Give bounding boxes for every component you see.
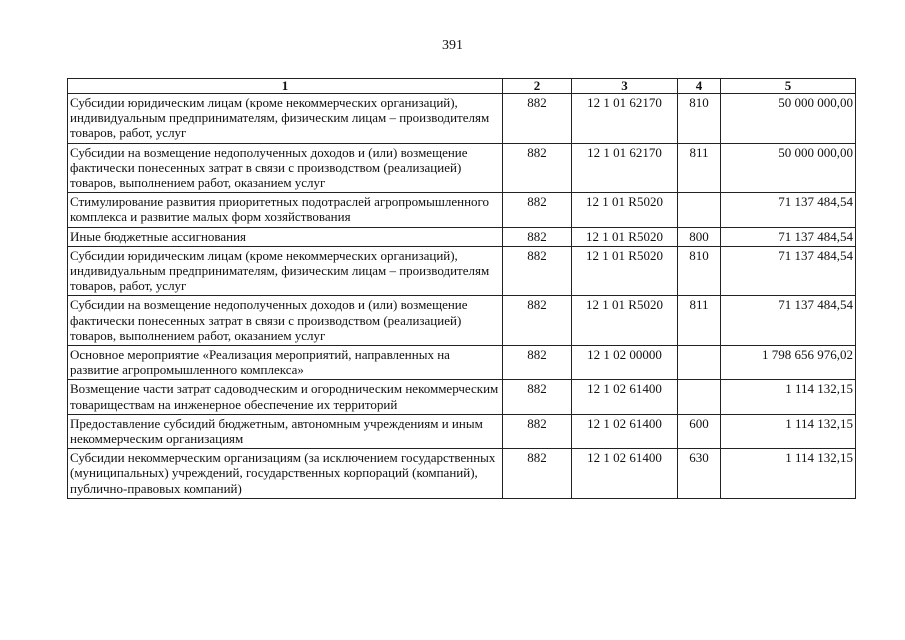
- table-row: [68, 94, 856, 144]
- row-expense-type: [678, 380, 721, 414]
- header-col-5: 5: [721, 79, 856, 94]
- table-row: [68, 227, 856, 246]
- row-code: 882: [503, 227, 572, 246]
- header-col-4: 4: [678, 79, 721, 94]
- page-number: 391: [442, 38, 463, 53]
- row-target-article: 12 1 02 00000: [572, 346, 678, 380]
- row-name: Стимулирование развития приоритетных подотраслей агропромышленного комплекса и развитие малых форм хозяйствования: [68, 193, 503, 227]
- row-name: Иные бюджетные ассигнования: [68, 227, 503, 246]
- row-code: 882: [503, 143, 572, 193]
- row-target-article: 12 1 01 R5020: [572, 193, 678, 227]
- row-name: Субсидии юридическим лицам (кроме некоммерческих организаций), индивидуальным предпринимателям, физическим лицам – производителям товаров, работ, услуг: [68, 246, 503, 296]
- row-expense-type: 630: [678, 449, 721, 499]
- row-code: 882: [503, 193, 572, 227]
- row-amount: 50 000 000,00: [721, 143, 856, 193]
- table-row: [68, 414, 856, 448]
- row-expense-type: 600: [678, 414, 721, 448]
- row-amount: 1 114 132,15: [721, 414, 856, 448]
- row-expense-type: 810: [678, 94, 721, 144]
- row-target-article: 12 1 01 R5020: [572, 296, 678, 346]
- row-amount: 71 137 484,54: [721, 296, 856, 346]
- row-amount: 1 114 132,15: [721, 449, 856, 499]
- row-code: 882: [503, 246, 572, 296]
- table-row: [68, 143, 856, 193]
- budget-table: [67, 78, 856, 499]
- table-row: [68, 193, 856, 227]
- row-target-article: 12 1 02 61400: [572, 449, 678, 499]
- row-amount: 1 798 656 976,02: [721, 346, 856, 380]
- table-row: [68, 296, 856, 346]
- row-target-article: 12 1 01 R5020: [572, 246, 678, 296]
- table-row: [68, 449, 856, 499]
- row-code: 882: [503, 449, 572, 499]
- row-code: 882: [503, 346, 572, 380]
- row-target-article: 12 1 01 R5020: [572, 227, 678, 246]
- row-code: 882: [503, 94, 572, 144]
- row-target-article: 12 1 01 62170: [572, 94, 678, 144]
- row-name: Возмещение части затрат садоводческим и огородническим некоммерческим товариществам на инженерное обеспечение их территорий: [68, 380, 503, 414]
- row-code: 882: [503, 296, 572, 346]
- row-expense-type: 800: [678, 227, 721, 246]
- row-expense-type: 810: [678, 246, 721, 296]
- table-row: [68, 380, 856, 414]
- row-code: 882: [503, 380, 572, 414]
- row-amount: 71 137 484,54: [721, 227, 856, 246]
- row-name: Субсидии на возмещение недополученных доходов и (или) возмещение фактически понесенных затрат в связи с производством (реализацией) товаров, выполнением работ, оказанием услуг: [68, 296, 503, 346]
- row-name: Основное мероприятие «Реализация мероприятий, направленных на развитие агропромышленного комплекса»: [68, 346, 503, 380]
- header-col-3: 3: [572, 79, 678, 94]
- row-expense-type: [678, 346, 721, 380]
- row-amount: 71 137 484,54: [721, 193, 856, 227]
- row-name: Предоставление субсидий бюджетным, автономным учреждениям и иным некоммерческим организациям: [68, 414, 503, 448]
- header-col-1: 1: [68, 79, 503, 94]
- header-col-2: 2: [503, 79, 572, 94]
- row-expense-type: [678, 193, 721, 227]
- row-name: Субсидии юридическим лицам (кроме некоммерческих организаций), индивидуальным предпринимателям, физическим лицам – производителям товаров, работ, услуг: [68, 94, 503, 144]
- row-code: 882: [503, 414, 572, 448]
- row-amount: 50 000 000,00: [721, 94, 856, 144]
- row-name: Субсидии некоммерческим организациям (за исключением государственных (муниципальных) учреждений, государственных корпораций (компаний), публично-правовых компаний): [68, 449, 503, 499]
- row-target-article: 12 1 02 61400: [572, 414, 678, 448]
- row-target-article: 12 1 02 61400: [572, 380, 678, 414]
- row-amount: 71 137 484,54: [721, 246, 856, 296]
- row-expense-type: 811: [678, 143, 721, 193]
- table-header-row: [68, 79, 856, 94]
- row-expense-type: 811: [678, 296, 721, 346]
- table-row: [68, 346, 856, 380]
- row-amount: 1 114 132,15: [721, 380, 856, 414]
- table-row: [68, 246, 856, 296]
- row-name: Субсидии на возмещение недополученных доходов и (или) возмещение фактически понесенных затрат в связи с производством (реализацией) товаров, выполнением работ, оказанием услуг: [68, 143, 503, 193]
- row-target-article: 12 1 01 62170: [572, 143, 678, 193]
